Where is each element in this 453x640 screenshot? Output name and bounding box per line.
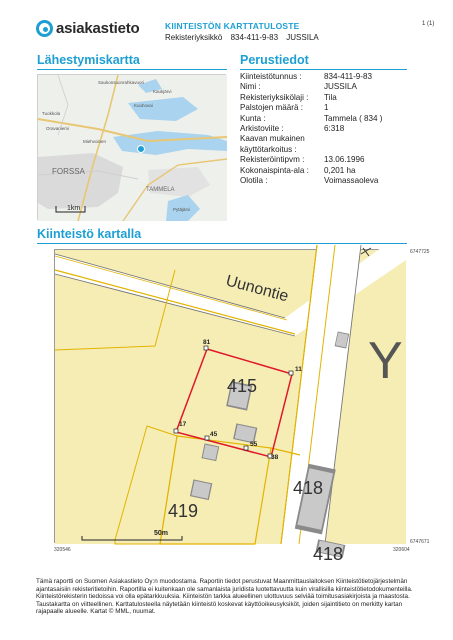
coord-bottom-left: 320546	[54, 547, 71, 553]
parcel-number: 418	[313, 544, 344, 564]
report-title: KIINTEISTÖN KARTTATULOSTE	[165, 21, 300, 31]
subtitle-label: Rekisteriyksikkö	[165, 33, 223, 42]
overview-label: Saukonsuonrahkavuori	[98, 80, 145, 85]
info-row	[240, 103, 382, 113]
logo-icon	[36, 20, 53, 37]
coord-bottom-right: 6747671	[410, 539, 430, 545]
info-value: Tila	[324, 92, 337, 102]
map-scale-label: 50m	[154, 530, 169, 537]
point-label: 17	[179, 421, 187, 428]
info-value: 13.06.1996	[324, 155, 365, 165]
footer-disclaimer: Tämä raportti on Suomen Asiakastieto Oy:n muodostama. Raportin tiedot perustuvat Maanmittauslaitoksen Kiinteistötietojärjestelmän ajantasaisiin rekisteritietoihin. Raportilla ei kuitenkaan ole samanlaista juridista luotettavuutta kuin virallisilla kiinteistötietodokumenteilla. Kiinteistörekisterin tiedoissa voi olla epätarkkuuksia. Kiinteistön tarkka alueellinen ulottuvuus selviää toimitusasiakirjoista ja maastosta. Taustakartta on viitteellinen. Karttatulosteella näytetään kiinteistö koskevat käyttöoikeusyksiköt, joiden sijaintitieto on merkitty kartan rajapaalle alueelle. Kartat © MML, nuumat.	[36, 578, 413, 616]
info-key: Arkistoviite :	[240, 124, 284, 134]
info-value: 1	[324, 103, 329, 113]
overview-label: TAMMELA	[146, 187, 175, 193]
info-row	[240, 145, 382, 155]
section-divider	[37, 243, 407, 244]
info-row	[240, 176, 382, 186]
point-label: 55	[250, 441, 258, 448]
info-row	[240, 166, 382, 176]
map-letter-label: Y	[368, 332, 403, 390]
info-key: Palstojen määrä :	[240, 103, 303, 113]
asiakastieto-logo	[36, 20, 139, 37]
section-divider	[37, 69, 227, 70]
info-row	[240, 72, 382, 82]
parcel-number: 415	[227, 376, 258, 396]
info-value: Tammela ( 834 )	[324, 113, 383, 123]
overview-label: Kuuhovai	[134, 103, 153, 108]
parcel-number: 419	[168, 501, 199, 521]
info-key: Rekisteriyksikölaji :	[240, 92, 309, 102]
section-title-approach: Lähestymiskartta	[37, 53, 140, 67]
subtitle-id: 834-411-9-83	[230, 33, 279, 42]
report-subtitle	[165, 33, 325, 42]
subtitle-name: JUSSILA	[286, 33, 319, 42]
info-key: Nimi :	[240, 82, 261, 92]
parcel-number: 418	[293, 478, 324, 498]
info-key: Kaavan mukainen	[240, 134, 305, 144]
info-value: 834-411-9-83	[324, 72, 372, 81]
info-row	[240, 124, 382, 134]
overview-scale-label: 1km	[67, 205, 81, 212]
section-title-property-map: Kiinteistö kartalla	[37, 227, 142, 241]
point-label: 45	[210, 431, 218, 438]
info-key: käyttötarkoitus :	[240, 144, 297, 154]
info-row	[240, 93, 382, 103]
info-row	[240, 155, 382, 165]
point-label: 11	[295, 366, 302, 373]
info-value: Voimassaoleva	[324, 176, 379, 186]
overview-label: Oravaniemi	[46, 126, 70, 131]
info-row	[240, 114, 382, 124]
overview-label: Tuokkola	[42, 111, 61, 116]
info-row	[240, 134, 382, 144]
point-label: 81	[203, 339, 211, 346]
page-number: 1 (1)	[422, 21, 435, 27]
coord-top-right: 6747725	[410, 249, 430, 255]
coord-bottom-mid: 320604	[393, 547, 410, 553]
info-value: JUSSILA	[324, 82, 357, 92]
road-name-label: Uunontie	[223, 272, 291, 306]
info-row	[240, 82, 382, 92]
info-key: Kokonaispinta-ala :	[240, 165, 309, 175]
overview-label: FORSSA	[52, 167, 85, 176]
section-divider	[240, 69, 407, 70]
info-value: 6:318	[324, 124, 345, 134]
logo-text: asiakastieto	[56, 20, 140, 37]
overview-map	[37, 74, 226, 220]
info-key: Olotila :	[240, 176, 268, 186]
info-key: Rekisteröintipvm :	[240, 155, 305, 165]
overview-label: Miehvoinen	[83, 139, 107, 144]
overview-label: Kaukjärvi	[153, 89, 172, 94]
info-value: 0,201 ha	[324, 165, 356, 175]
basic-info-table	[240, 72, 382, 186]
location-marker-icon	[138, 146, 145, 153]
section-title-basic: Perustiedot	[240, 53, 309, 67]
info-key: Kiinteistötunnus :	[240, 72, 302, 81]
info-key: Kunta :	[240, 113, 266, 123]
point-label: 38	[271, 454, 279, 461]
overview-label: Pytäjärvi	[173, 207, 191, 212]
